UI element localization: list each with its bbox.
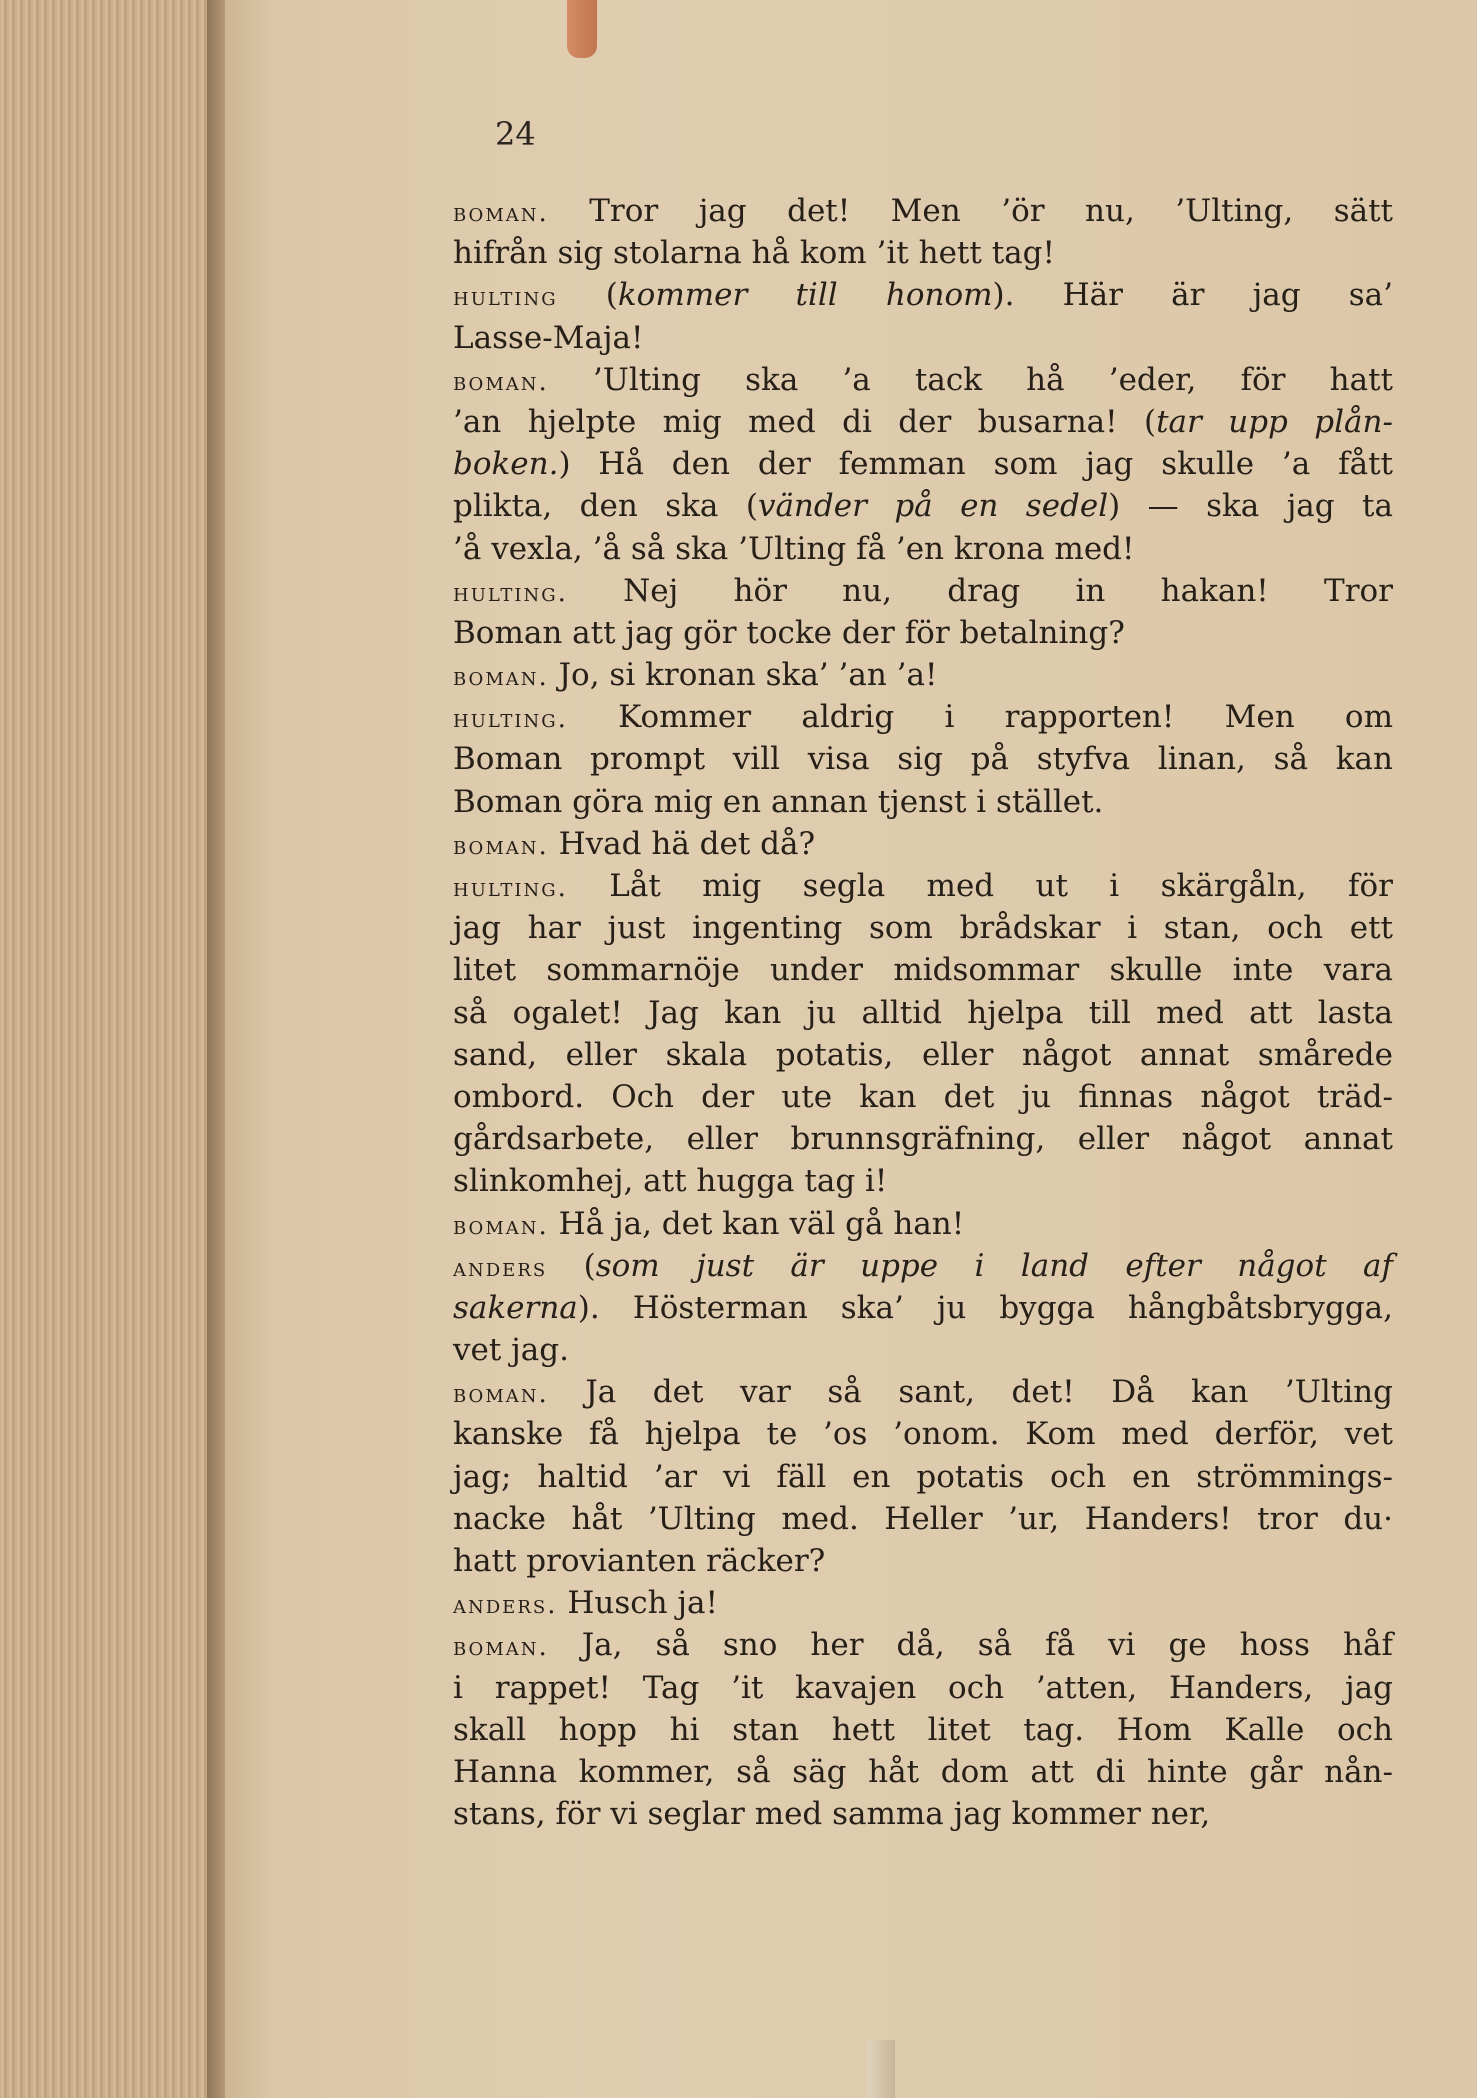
text-line [453,612,1393,654]
text-line [453,1751,1393,1793]
bookmark-ribbon-top [567,0,597,58]
speaker-name: anders [453,1252,548,1283]
speaker-name: hulting. [453,873,568,903]
speaker-name: boman. [453,1210,549,1241]
text-line [453,1076,1393,1118]
speaker-name: boman. [453,198,549,228]
line-text: Ja, så sno her då, så få vi ge hoss håf [548,1627,1393,1664]
page-number: 24 [495,115,536,153]
text-line [453,528,1393,570]
text-line [453,1118,1393,1160]
text-line [453,232,1393,274]
line-text: vet jag. [453,1332,569,1369]
stage-direction: vänder på en sedel [757,488,1109,525]
line-text: ’an hjelpte mig med di der busarna! ( [453,403,1157,440]
text-line [453,654,1393,696]
line-text: Nej hör nu, drag in hakan! Tror [567,572,1393,609]
text-line [453,1582,1393,1624]
page-stack-edge [0,0,225,2098]
text-line [453,781,1393,823]
line-text: kanske få hjelpa te ’os ’onom. Kom med derför, vet [453,1416,1393,1453]
text-line [453,1203,1393,1245]
line-text: Tror jag det! Men ’ör nu, ’Ulting, sätt [548,193,1393,229]
stage-direction: tar upp plån- [1156,403,1393,440]
text-line [453,1456,1393,1498]
text-line [453,907,1393,949]
speaker-name: boman. [453,1632,549,1663]
line-text: litet sommarnöje under midsommar skulle inte vara [453,952,1393,989]
speaker-name: hulting. [453,704,568,735]
text-line [453,1624,1393,1666]
text-line [453,1793,1393,1835]
speaker-name: hulting. [453,577,568,608]
line-text: ). Här är jag sa’ [992,277,1394,314]
text-line [453,1709,1393,1751]
line-text: slinkomhej, att hugga tag i! [453,1163,888,1200]
line-text: Boman att jag gör tocke der för betalning? [453,614,1125,651]
text-line [453,1540,1393,1582]
text-line [453,1160,1393,1202]
text-line [453,1245,1393,1287]
line-text: ’å vexla, ’å så ska ’Ulting få ’en krona med! [453,530,1135,567]
line-text: Kommer aldrig i rapporten! Men om [567,699,1393,736]
text-line [453,485,1393,527]
line-text: ( [547,1247,596,1284]
line-text: Jo, si kronan ska’ ’an ’a! [548,657,938,694]
text-line [453,865,1393,907]
line-text: sand, eller skala potatis, eller något annat smårede [453,1036,1393,1073]
text-line [453,1413,1393,1455]
text-line [453,1287,1393,1329]
page-text [453,190,1393,1835]
text-line [453,359,1393,401]
line-text: Boman göra mig en annan tjenst i stället. [453,783,1104,820]
stage-direction: kommer till honom [617,277,993,314]
line-text: ( [557,277,618,314]
line-text: skall hopp hi stan hett litet tag. Hom Kalle och [453,1711,1393,1748]
line-text: ombord. Och der ute kan det ju finnas något träd- [453,1078,1393,1115]
line-text: ). Hösterman ska’ ju bygga hångbåtsbrygga, [577,1289,1393,1326]
text-line [453,992,1393,1034]
text-line [453,949,1393,991]
text-line [453,1034,1393,1076]
speaker-name: boman. [453,830,549,861]
text-line [453,1667,1393,1709]
line-text: Hvad hä det då? [548,825,816,862]
line-text: i rappet! Tag ’it kavajen och ’atten, Handers, jag [453,1669,1393,1706]
line-text: ’Ulting ska ’a tack hå ’eder, för hatt [548,361,1393,398]
text-line [453,317,1393,359]
speaker-name: boman. [453,1379,549,1410]
line-text: Boman prompt vill visa sig på styfva linan, så kan [453,741,1393,778]
line-text: gårdsarbete, eller brunnsgräfning, eller något annat [453,1121,1393,1158]
text-line [453,190,1393,232]
stage-direction: som just är uppe i land efter något af [595,1247,1393,1284]
speaker-name: boman. [453,366,549,397]
text-line [453,696,1393,738]
line-text: Hå ja, det kan väl gå han! [548,1205,965,1242]
line-text: hifrån sig stolarna hå kom ’it hett tag! [453,235,1055,272]
text-line [453,274,1393,316]
line-text: Ja det var så sant, det! Då kan ’Ulting [548,1374,1393,1411]
text-line [453,570,1393,612]
line-text: jag; haltid ’ar vi fäll en potatis och en strömmings- [453,1458,1393,1495]
bookmark-ribbon-bottom [867,2040,895,2098]
line-text: jag har just ingenting som brådskar i stan, och ett [453,910,1393,947]
stage-direction: sakerna [453,1289,578,1326]
text-line [453,1329,1393,1371]
line-text: Låt mig segla med ut i skärgåln, för [567,868,1393,904]
line-text: plikta, den ska ( [453,488,758,525]
line-text: Hanna kommer, så säg håt dom att di hinte går nån- [453,1753,1393,1790]
text-line [453,401,1393,443]
line-text: Lasse-Maja! [453,319,644,356]
line-text: hatt provianten räcker? [453,1543,826,1579]
speaker-name: anders. [453,1590,558,1621]
text-line [453,738,1393,780]
text-line [453,823,1393,865]
text-line [453,1498,1393,1540]
line-text: ) Hå den der femman som jag skulle ’a fått [558,446,1393,483]
line-text: ) — ska jag ta [1108,488,1393,525]
line-text: så ogalet! Jag kan ju alltid hjelpa till med att lasta [453,994,1393,1031]
speaker-name: hulting [453,282,558,313]
stage-direction: boken. [453,446,559,483]
line-text: Husch ja! [557,1585,718,1622]
text-line [453,1371,1393,1413]
line-text: nacke håt ’Ulting med. Heller ’ur, Handers! tror du· [453,1500,1393,1537]
speaker-name: boman. [453,662,549,693]
text-line [453,443,1393,485]
line-text: stans, för vi seglar med samma jag kommer ner, [453,1796,1211,1833]
